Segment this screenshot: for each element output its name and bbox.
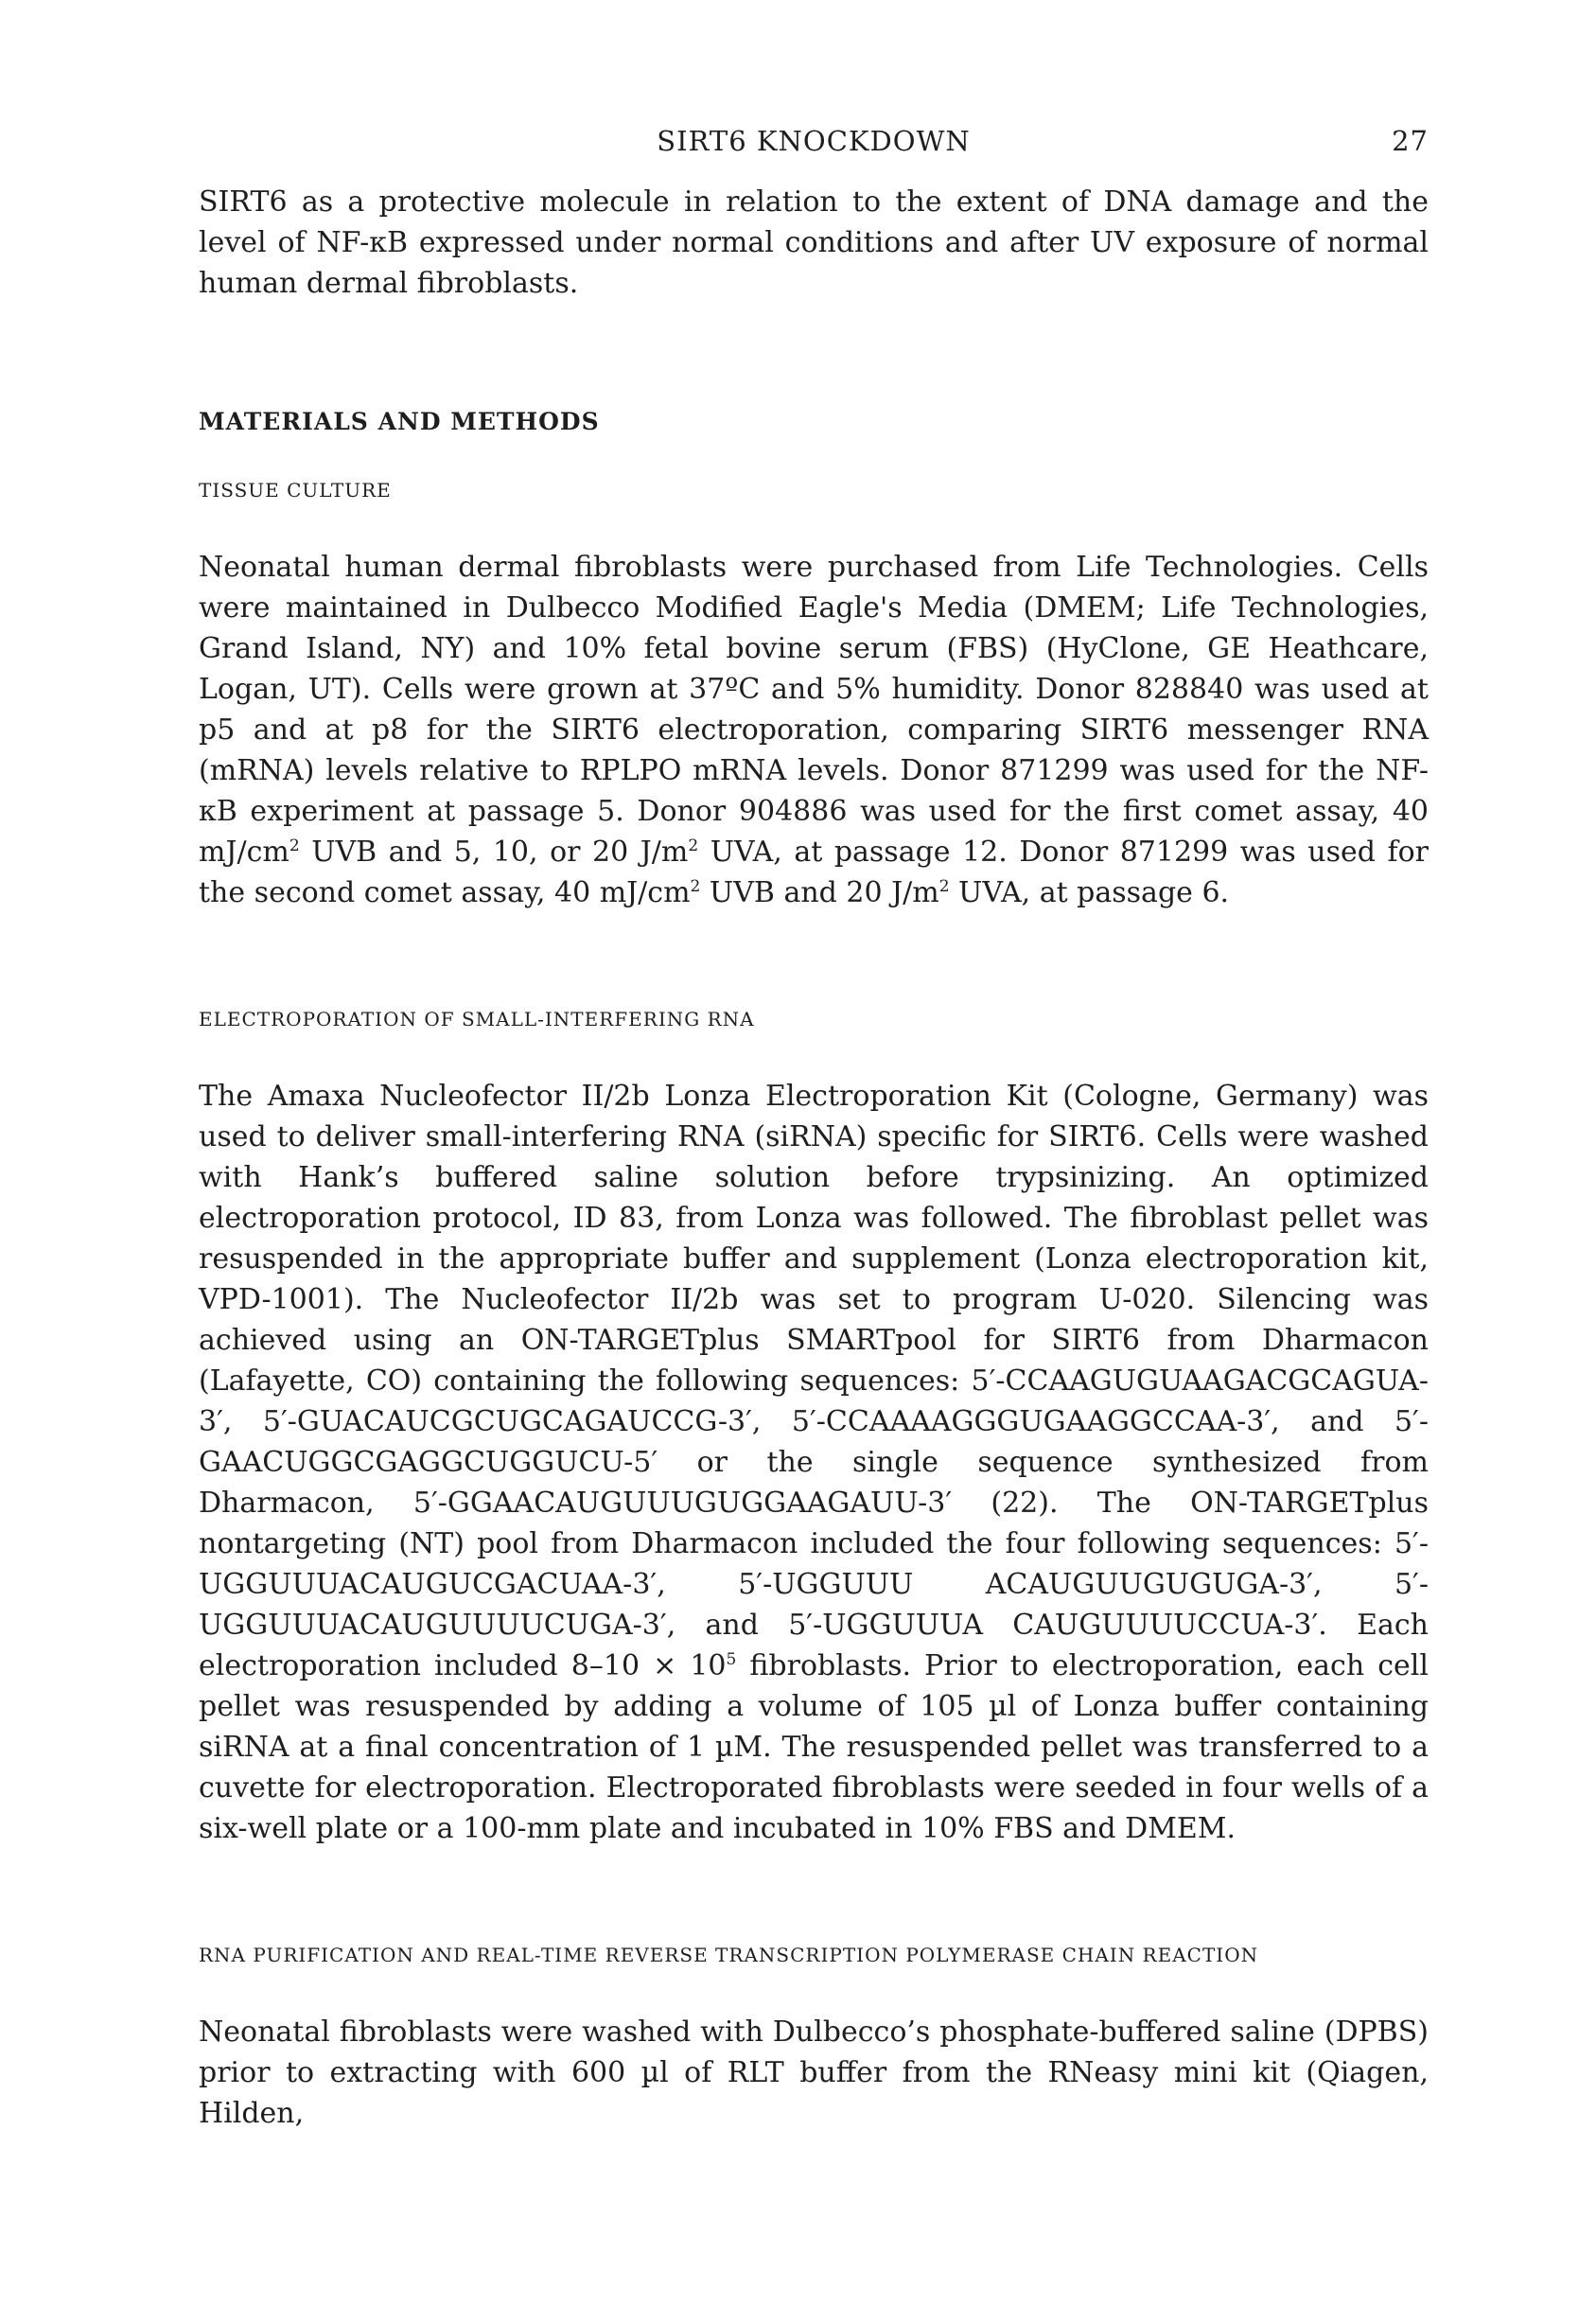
- page-number: 27: [1392, 125, 1429, 157]
- superscript: 2: [690, 877, 701, 896]
- subsection-heading-electroporation: ELECTROPORATION OF SMALL-INTERFERING RNA: [199, 1008, 755, 1030]
- intro-paragraph: SIRT6 as a protective molecule in relation to the extent of DNA damage and the level of NF-κB expressed under normal conditions and after UV exposure of normal human dermal fibroblasts.: [199, 185, 1429, 300]
- superscript: 5: [726, 1650, 737, 1669]
- subsection-heading-tissue-culture: TISSUE CULTURE: [199, 479, 392, 502]
- text-run: UVB and 5, 10, or 20 J/m: [299, 836, 689, 869]
- text-run: Neonatal human dermal fibroblasts were purchased from Life Technologies. Cells were maintained in Dulbecco Modified Eagle's Media (DMEM; Life Technologies, Grand Island, NY) and 10% fetal bovine serum (FBS) (HyClone, GE Heathcare, Logan, UT). Cells were grown at 37ºC and 5% humidity. Donor 828840 was used at p5 and at p8 for the SIRT6 electroporation, comparing SIRT6 messenger RNA (mRNA) levels relative to RPLPO mRNA levels. Donor 871299 was used for the NF-κB experiment at passage 5. Donor 904886 was used for the first comet assay, 40 mJ/cm: [199, 551, 1429, 869]
- text-run: UVA, at passage 12. Donor 871299 was used for the second comet assay, 40 mJ/cm: [199, 836, 1429, 909]
- running-title: SIRT6 KNOCKDOWN: [657, 125, 971, 157]
- text-run: fibroblasts. Prior to electroporation, each cell pellet was resuspended by adding a volume of 105 µl of Lonza buffer containing siRNA at a final concentration of 1 µM. The resuspended pellet was transferred to a cuvette for electroporation. Electroporated fibroblasts were seeded in four wells of a six-well plate or a 100-mm plate and incubated in 10% FBS and DMEM.: [199, 1649, 1429, 1845]
- electroporation-paragraph: [199, 1076, 1429, 1849]
- text-run: UVB and 20 J/m: [700, 876, 939, 909]
- page: [199, 125, 1429, 2134]
- text-run: The Amaxa Nucleofector II/2b Lonza Electroporation Kit (Cologne, Germany) was used to deliver small-interfering RNA (siRNA) specific for SIRT6. Cells were washed with Hank’s buffered saline solution before trypsinizing. An optimized electroporation protocol, ID 83, from Lonza was followed. The fibroblast pellet was resuspended in the appropriate buffer and supplement (Lonza electroporation kit, VPD-1001). The Nucleofector II/2b was set to program U-020. Silencing was achieved using an ON-TARGETplus SMARTpool for SIRT6 from Dharmacon (Lafayette, CO) containing the following sequences: 5′-CCAAGUGUAAGACGCAGUA-3′, 5′-GUACAUCGCUGCAGAUCCG-3′, 5′-CCAAAAGGGUGAAGGCCAA-3′, and 5′-GAACUGGCGAGGCUGGUCU-5′ or the single sequence synthesized from Dharmacon, 5′-GGAACAUGUUUGUGGAAGAUU-3′ (22). The ON-TARGETplus nontargeting (NT) pool from Dharmacon included the four following sequences: 5′-UGGUUUACAUGUCGACUAA-3′, 5′-UGGUUU ACAUGUUGUGUGA-3′, 5′-UGGUUUACAUGUUUUCUGA-3′, and 5′-UGGUUUA CAUGUUUUCCUA-3′. Each electroporation included 8–10 × 10: [199, 1080, 1429, 1682]
- rna-purification-paragraph: Neonatal fibroblasts were washed with Dulbecco’s phosphate-buffered saline (DPBS) prior to extracting with 600 µl of RLT buffer from the RNeasy mini kit (Qiagen, Hilden,: [199, 2016, 1429, 2130]
- section-heading: MATERIALS AND METHODS: [199, 408, 600, 435]
- subsection-heading-rna-purification: RNA PURIFICATION AND REAL-TIME REVERSE TRANSCRIPTION POLYMERASE CHAIN REACTION: [199, 1944, 1259, 1966]
- superscript: 2: [938, 877, 950, 896]
- text-run: UVA, at passage 6.: [949, 876, 1230, 909]
- running-header: [199, 125, 1429, 182]
- tissue-culture-paragraph: [199, 547, 1429, 913]
- superscript: 2: [289, 836, 300, 855]
- superscript: 2: [688, 836, 699, 855]
